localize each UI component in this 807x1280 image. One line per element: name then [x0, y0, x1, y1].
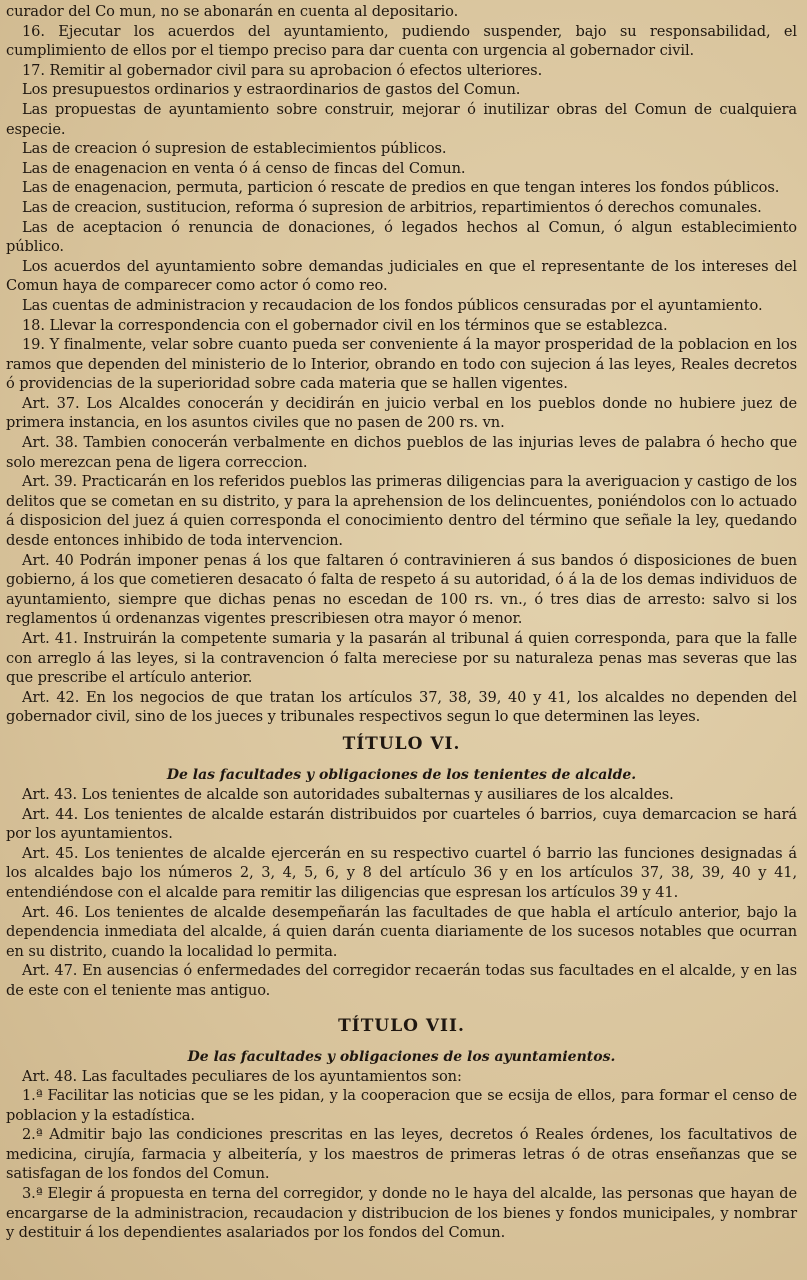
paragraph: Las de creacion ó supresion de establecimientos públicos. [22, 140, 447, 158]
section-title: TÍTULO VI. [342, 733, 461, 754]
section-subtitle: De las facultades y obligaciones de los ayuntamientos. [187, 1048, 616, 1065]
paragraph: Los presupuestos ordinarios y estraordinarios de gastos del Comun. [22, 81, 521, 99]
paragraph: 19. Y finalmente, velar sobre cuanto pueda ser conveniente á la mayor prosperidad de la poblacion en los ramos que dependen del ministerio de lo Interior, obrando en todo con sujecion á las leyes, Reales decretos ó providencias de la superioridad sobre cada materia que se hallen vigentes. [6, 336, 797, 393]
section-title: TÍTULO VII. [338, 1015, 465, 1036]
section-subtitle: De las facultades y obligaciones de los tenientes de alcalde. [166, 766, 637, 783]
article-paragraph: Art. 42. En los negocios de que tratan los artículos 37, 38, 39, 40 y 41, los alcaldes no dependen del gobernador civil, sino de los jueces y tribunales respectivos segun lo que determinen las leyes. [6, 688, 797, 726]
list-item: 3.ª Elegir á propuesta en terna del corregidor, y donde no le haya del alcalde, las personas que hayan de encargarse de la administracion, recaudacion y distribucion de los bienes y fondos municipales, y nombrar y destituir á los dependientes asalariados por los fondos del Comun. [6, 1185, 797, 1242]
article-paragraph: Art. 40 Podrán imponer penas á los que faltaren ó contravinieren á sus bandos ó disposiciones de buen gobierno, á los que cometieren desacato ó falta de respeto á su autoridad, ó á la de los demas individuos de ayuntamiento, siempre que dichas penas no escedan de 100 rs. vn., ó tres dias de arresto: salvo si los reglamentos ú ordenanzas vigentes prescribiesen otra mayor ó menor. [6, 551, 797, 628]
article-paragraph: Art. 43. Los tenientes de alcalde son autoridades subalternas y ausiliares de los alcaldes. [22, 785, 674, 803]
paragraph: 16. Ejecutar los acuerdos del ayuntamiento, pudiendo suspender, bajo su responsabilidad, el cumplimiento de ellos por el tiempo preciso para dar cuenta con urgencia al gobernador civil. [6, 22, 797, 60]
paragraph: Las de enagenacion en venta ó á censo de fincas del Comun. [22, 159, 466, 177]
section-before [6, 2, 797, 727]
titulo-vi-section [6, 733, 797, 1001]
article-paragraph: Art. 48. Las facultades peculiares de los ayuntamientos son: [22, 1067, 462, 1085]
paragraph: Las propuestas de ayuntamiento sobre construir, mejorar ó inutilizar obras del Comun de cualquiera especie. [6, 100, 797, 138]
paragraph: Las de enagenacion, permuta, particion ó rescate de predios en que tengan interes los fondos públicos. [22, 179, 780, 197]
list-item: 2.ª Admitir bajo las condiciones prescritas en las leyes, decretos ó Reales órdenes, los facultativos de medicina, cirujía, farmacia y albeitería, y los maestros de primeras letras ó de otras enseñanzas que se satisfagan de los fondos del Comun. [6, 1126, 797, 1183]
paragraph: 17. Remitir al gobernador civil para su aprobacion ó efectos ulteriores. [22, 61, 543, 79]
article-paragraph: Art. 41. Instruirán la competente sumaria y la pasarán al tribunal á quien corresponda, para que la falle con arreglo á las leyes, si la contravencion ó falta mereciese por su naturaleza penas mas severas que las que prescribe el artículo anterior. [6, 630, 797, 687]
list-item: 1.ª Facilitar las noticias que se les pidan, y la cooperacion que se ecsija de ellos, para formar el censo de poblacion y la estadística. [6, 1087, 797, 1124]
article-paragraph: Art. 38. Tambien conocerán verbalmente en dichos pueblos de las injurias leves de palabra ó hecho que solo merezcan pena de ligera correccion. [6, 434, 797, 471]
article-paragraph: Art. 39. Practicarán en los referidos pueblos las primeras diligencias para la averiguacion y castigo de los delitos que se cometan en su distrito, y para la aprehension de los delincuentes, poniéndolos con lo actuado á disposicion del juez á quien corresponda el conocimiento dentro del término que señale la ley, quedando desde entonces inhibido de toda intervencion. [6, 473, 797, 550]
article-paragraph: Art. 46. Los tenientes de alcalde desempeñarán las facultades de que habla el artículo anterior, bajo la dependencia inmediata del alcalde, á quien darán cuenta diariamente de los sucesos notables que ocurran en su distrito, cuando la localidad lo permita. [6, 903, 797, 960]
article-paragraph: Art. 47. En ausencias ó enfermedades del corregidor recaerán todas sus facultades en el alcalde, y en las de este con el teniente mas antiguo. [6, 962, 797, 999]
paragraph: Las de creacion, sustitucion, reforma ó supresion de arbitrios, repartimientos ó derechos comunales. [22, 198, 762, 216]
paragraph: curador del Co mun, no se abonarán en cuenta al depositario. [6, 3, 459, 20]
paragraph: 18. Llevar la correspondencia con el gobernador civil en los términos que se establezca. [22, 316, 668, 334]
paragraph: Las cuentas de administracion y recaudacion de los fondos públicos censuradas por el ayuntamiento. [22, 296, 763, 314]
titulo-vii-section [6, 1015, 797, 1243]
article-paragraph: Art. 37. Los Alcaldes conocerán y decidirán en juicio verbal en los pueblos donde no hubiere juez de primera instancia, en los asuntos civiles que no pasen de 200 rs. vn. [6, 394, 797, 432]
article-paragraph: Art. 45. Los tenientes de alcalde ejercerán en su respectivo cuartel ó barrio las funciones designadas á los alcaldes bajo los números 2, 3, 4, 5, 6, y 8 del artículo 36 y en los artículos 37, 38, 39, 40 y 41, entendiéndose con el alcalde para remitir las diligencias que espresan los artículos 39 y 41. [6, 844, 797, 901]
paragraph: Las de aceptacion ó renuncia de donaciones, ó legados hechos al Comun, ó algun establecimiento público. [6, 218, 797, 256]
article-paragraph: Art. 44. Los tenientes de alcalde estarán distribuidos por cuarteles ó barrios, cuya demarcacion se hará por los ayuntamientos. [6, 805, 797, 843]
paragraph: Los acuerdos del ayuntamiento sobre demandas judiciales en que el representante de los intereses del Comun haya de comparecer como actor ó como reo. [6, 257, 797, 295]
